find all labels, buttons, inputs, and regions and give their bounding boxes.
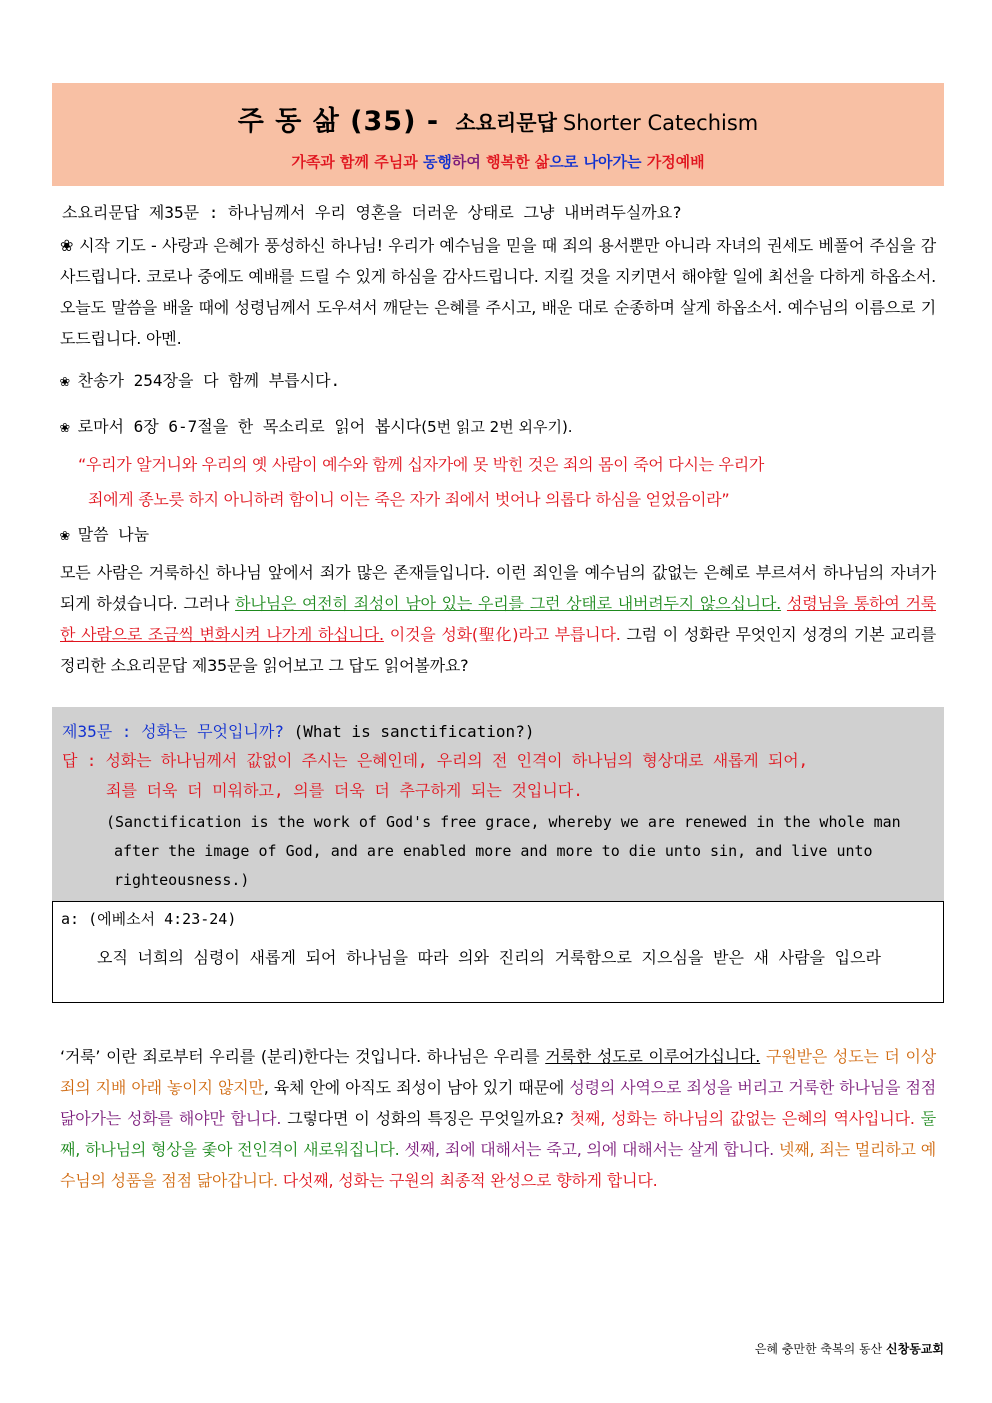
reading-line <box>60 414 573 437</box>
prayer-text: - 사랑과 은혜가 풍성하신 하나님! 우리가 예수님을 믿을 때 죄의 용서뿐만 아니라 자녀의 권세도 베풀어 주심을 감사드립니다. 코로나 중에도 예배를 드릴 수 있게 하심을 감사드립니다. 지킬 것을 지키면서 해야할 일에 최선을 다하게 하옵소서. 오늘도 말씀을 배울 때에 성령님께서 도우셔서 깨닫는 은혜를 주시고, 배운 대로 순종하며 살게 하옵소서. 예수님의 이름으로 기도드립니다. 아멘. <box>60 236 936 348</box>
title-main: 주 동 삶 (35) - <box>237 106 450 137</box>
catechism-answer-2: 죄를 더욱 더 미워하고, 의를 더욱 더 추구하게 되는 것입니다. <box>106 781 583 800</box>
holiness-paragraph <box>60 1041 936 1196</box>
body1-red: 이것을 성화(聖化)라고 부릅니다. <box>389 625 621 644</box>
tagline-part: 으로 나아가는 <box>549 153 647 171</box>
sharing-heading <box>60 522 149 545</box>
scripture-ref: a: (에베소서 4:23-24) <box>61 910 237 928</box>
catechism-english <box>106 808 936 895</box>
catechism-answer-1: 답 : 성화는 하나님께서 값없이 주시는 은혜인데, 우리의 전 인격이 하나님의 형상대로 새롭게 되어, <box>62 751 808 770</box>
page-title <box>52 99 944 138</box>
catechism-eng-2: after the image of God, and are enabled more and more to die unto sin, and live unto <box>114 842 873 860</box>
body2-s4: 성령의 사역으로 죄성을 버리고 거룩한 하나님을 점점 닮아가는 성화를 해야만 합니다. <box>60 1078 936 1128</box>
body2-s1: ‘거룩’ 이란 죄로부터 우리를 (분리)한다는 것입니다. 하나님은 우리를 <box>60 1047 546 1066</box>
flower-bullet-icon: ❀ <box>60 417 70 436</box>
reading-main: 로마서 6장 6-7절을 한 목소리로 읽어 봅시다 <box>77 417 422 436</box>
scripture-text: 오직 너희의 심령이 새롭게 되어 하나님을 따라 의와 진리의 거룩함으로 지으심을 받은 새 사람을 입으라 <box>97 948 882 967</box>
tagline-part: 행복한 삶 <box>486 153 550 171</box>
catechism-q-eng: (What is sanctification?) <box>284 722 535 741</box>
flower-bullet-icon: ❀ <box>60 525 70 544</box>
body2-s8: 셋째, 죄에 대해서는 죽고, 의에 대해서는 살게 합니다. <box>399 1140 775 1159</box>
body1-red-underlined: 성령님을 통하여 거룩한 사람으로 조금씩 변화시켜 나가게 하십니다. <box>60 594 936 644</box>
body2-s1-underlined: 거룩한 성도로 이루어가십니다. <box>545 1047 761 1066</box>
catechism-box <box>52 707 944 901</box>
tagline-part: 가족과 함께 <box>291 153 375 171</box>
flower-bullet-icon: ❀ <box>60 371 70 390</box>
reading-note: (5번 읽고 2번 외우기). <box>421 418 573 436</box>
body2-s5: 그렇다면 이 성화의 특징은 무엇일까요? <box>281 1109 570 1128</box>
bible-verse <box>78 447 930 517</box>
prayer-label: 시작 기도 <box>79 236 146 255</box>
hymn-line <box>60 368 340 391</box>
sharing-paragraph <box>60 557 936 681</box>
body2-s6: 첫째, 성화는 하나님의 값없는 은혜의 역사입니다. <box>569 1109 915 1128</box>
tagline-part: 주님과 <box>374 153 423 171</box>
opening-prayer <box>60 230 936 354</box>
title-eng: Shorter Catechism <box>562 111 759 135</box>
body2-s9: 넷째, 죄는 멀리하고 예수님의 성품을 점점 닮아갑니다. <box>60 1140 937 1190</box>
sharing-label: 말씀 나눔 <box>77 525 150 544</box>
title-sub: 소요리문답 <box>455 111 557 135</box>
tagline-part: 가정예배 <box>646 153 705 171</box>
catechism-eng-1: (Sanctification is the work of God's free grace, whereby we are renewed in the whole man <box>106 813 901 831</box>
verse-line-2: 죄에게 종노릇 하지 아니하려 함이니 이는 죽은 자가 죄에서 벗어나 의롭다 하심을 얻었음이라” <box>88 490 730 509</box>
catechism-q-text: 제35문 : 성화는 무엇입니까? <box>62 722 284 741</box>
body2-s10: 다섯째, 성화는 구원의 최종적 완성으로 향하게 합니다. <box>277 1171 658 1190</box>
verse-line-1: “우리가 알거니와 우리의 옛 사람이 예수와 함께 십자가에 못 박힌 것은 죄의 몸이 죽어 다시는 우리가 <box>78 455 765 474</box>
footer <box>755 1340 944 1357</box>
flower-bullet-icon: ❀ <box>60 236 80 255</box>
footer-text: 은혜 충만한 축복의 동산 <box>754 1342 887 1356</box>
catechism-question <box>62 719 534 742</box>
body2-s2: 구원받은 성도는 더 이상 죄의 지배 아래 놓이지 않지만 <box>60 1047 936 1097</box>
tagline-part: 하여 <box>451 153 487 171</box>
body1-end: 그럼 이 성화란 무엇인지 성경의 기본 교리를 정리한 소요리문답 제35문을 읽어보고 그 답도 읽어볼까요? <box>60 625 936 675</box>
question-line: 소요리문답 제35문 : 하나님께서 우리 영혼을 더러운 상태로 그냥 내버려두실까요? <box>62 203 682 222</box>
tagline <box>52 151 944 172</box>
hymn-text: 찬송가 254장을 다 함께 부릅시다. <box>77 371 341 390</box>
church-name: 신창동교회 <box>886 1342 944 1356</box>
header-banner <box>52 83 944 186</box>
tagline-part: 동행 <box>422 153 452 171</box>
body1-green: 하나님은 여전히 죄성이 남아 있는 우리를 그런 상태로 내버려두지 않으십니다. <box>235 594 782 613</box>
catechism-eng-3: righteousness.) <box>114 871 250 889</box>
scripture-box <box>52 901 944 1003</box>
body2-s7: 둘째, 하나님의 형상을 좇아 전인격이 새로워집니다. <box>60 1109 936 1159</box>
body2-s3: , 육체 안에 아직도 죄성이 남아 있기 때문에 <box>263 1078 570 1097</box>
body1-p1: 모든 사람은 거룩하신 하나님 앞에서 죄가 많은 존재들입니다. 이런 죄인을 예수님의 값없는 은혜로 부르셔서 하나님의 자녀가 되게 하셨습니다. 그러나 <box>60 563 936 613</box>
